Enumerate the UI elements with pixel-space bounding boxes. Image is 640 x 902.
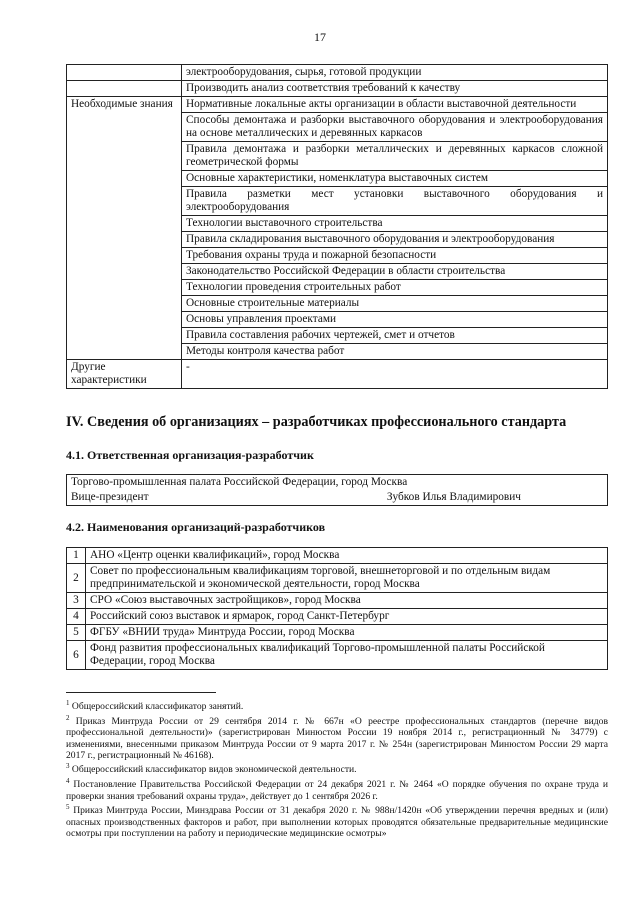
- developer-name: СРО «Союз выставочных застройщиков», город Москва: [86, 593, 608, 609]
- knowledge-item: Способы демонтажа и разборки выставочного оборудования и электрооборудования на основе металлических и деревянных каркасов: [182, 113, 608, 142]
- footnote-mark: 2: [66, 713, 70, 722]
- row-number: 5: [67, 625, 86, 641]
- knowledge-item: Технологии проведения строительных работ: [182, 280, 608, 296]
- knowledge-item: Правила складирования выставочного оборудования и электрооборудования: [182, 232, 608, 248]
- developers-heading: 4.2. Наименования организаций-разработчиков: [66, 520, 326, 534]
- page-number: 17: [314, 30, 326, 44]
- footnote-mark: 3: [66, 762, 70, 771]
- table-row: [67, 360, 608, 389]
- knowledge-item: Основные характеристики, номенклатура выставочных систем: [182, 171, 608, 187]
- knowledge-item: Технологии выставочного строительства: [182, 216, 608, 232]
- knowledge-item: Правила составления рабочих чертежей, смет и отчетов: [182, 328, 608, 344]
- responsible-org-name: Торгово-промышленная палата Российской Федерации, город Москва: [67, 475, 608, 491]
- empty-label-cell: [67, 65, 182, 81]
- footnote: [66, 802, 608, 839]
- table-row: [67, 65, 608, 81]
- row-number: 1: [67, 548, 86, 564]
- required-knowledge-label: Необходимые знания: [67, 97, 182, 360]
- responsible-signatory-cell: [67, 490, 608, 506]
- responsible-org-heading: 4.1. Ответственная организация-разработчик: [66, 448, 314, 462]
- footnote: [66, 776, 608, 802]
- footnote-text: Приказ Минтруда России от 29 сентября 2014 г. № 667н «О реестре профессиональных стандартов (перечне видов профессиональной деятельности)» (зарегистрирован Минюстом России 19 ноября 2014 г., регистрационный № 34779) с изменениями, внесенными приказом Минтруда России от 9 марта 2017 г. № 254н (зарегистрирован Минюстом России 29 марта 2017 г., регистрационный № 46168).: [66, 715, 608, 761]
- section-iv-heading: IV. Сведения об организациях – разработчиках профессионального стандарта: [66, 414, 567, 430]
- row-number: 3: [67, 593, 86, 609]
- table-row: [67, 609, 608, 625]
- table-row: [67, 564, 608, 593]
- table-row: [67, 548, 608, 564]
- developers-table: [66, 547, 608, 670]
- footnote-mark: 4: [66, 777, 70, 785]
- table-row: [67, 97, 608, 113]
- table-row: [67, 475, 608, 491]
- knowledge-item: Основные строительные материалы: [182, 296, 608, 312]
- developer-name: Совет по профессиональным квалификациям торговой, внешнеторговой и по отдельным видам предпринимательской и экономической деятельности, город Москва: [86, 564, 608, 593]
- developer-name: Российский союз выставок и ярмарок, город Санкт-Петербург: [86, 609, 608, 625]
- footnote-mark: 1: [66, 699, 70, 707]
- table-cell: электрооборудования, сырья, готовой продукции: [182, 65, 608, 81]
- knowledge-item: Методы контроля качества работ: [182, 344, 608, 360]
- table-row: [67, 593, 608, 609]
- footnote-text: Общероссийский классификатор занятий.: [69, 701, 244, 713]
- footnote-text: Общероссийский классификатор видов экономической деятельности.: [69, 764, 357, 776]
- footnote-divider: [66, 692, 216, 693]
- empty-label-cell: [67, 81, 182, 97]
- footnote: [66, 713, 608, 762]
- knowledge-item: Нормативные локальные акты организации в области выставочной деятельности: [182, 97, 608, 113]
- row-number: 4: [67, 609, 86, 625]
- table-row: [67, 641, 608, 670]
- footnote-mark: 5: [66, 803, 70, 811]
- footnotes: [66, 698, 608, 839]
- footnote: [66, 698, 608, 713]
- developer-name: АНО «Центр оценки квалификаций», город Москва: [86, 548, 608, 564]
- other-characteristics-value: -: [182, 360, 608, 389]
- knowledge-item: Требования охраны труда и пожарной безопасности: [182, 248, 608, 264]
- table-row: [67, 81, 608, 97]
- footnote-text: Приказ Минтруда России, Минздрава России от 31 декабря 2020 г. № 988н/1420н «Об утверждении перечня вредных и (или) опасных производственных факторов и работ, при выполнении которых проводятся обязательные предварительные медицинские осмотры при поступлении на работу и периодические медицинские осмотры»: [66, 805, 608, 839]
- table-cell: Производить анализ соответствия требований к качеству: [182, 81, 608, 97]
- knowledge-item: Правила разметки мест установки выставочного оборудования и электрооборудования: [182, 187, 608, 216]
- row-number: 2: [67, 564, 86, 593]
- signatory-row: [71, 491, 603, 504]
- other-characteristics-label: Другие характеристики: [67, 360, 182, 389]
- row-number: 6: [67, 641, 86, 670]
- footnote-text: Постановление Правительства Российской Федерации от 24 декабря 2021 г. № 2464 «О порядке обучения по охране труда и проверки знания требований охраны труда», действует до 1 сентября 2026 г.: [66, 779, 608, 802]
- developer-name: Фонд развития профессиональных квалификаций Торгово-промышленной палаты Российской Федерации, город Москва: [86, 641, 608, 670]
- signatory-position: Вице-президент: [71, 491, 149, 503]
- knowledge-item: Основы управления проектами: [182, 312, 608, 328]
- developer-name: ФГБУ «ВНИИ труда» Минтруда России, город Москва: [86, 625, 608, 641]
- knowledge-item: Правила демонтажа и разборки металлических и деревянных каркасов сложной геометрической формы: [182, 142, 608, 171]
- knowledge-table: [66, 64, 608, 389]
- knowledge-item: Законодательство Российской Федерации в области строительства: [182, 264, 608, 280]
- table-row: [67, 625, 608, 641]
- responsible-org-table: [66, 474, 608, 506]
- footnote: [66, 761, 608, 776]
- table-row: [67, 490, 608, 506]
- signatory-name: Зубков Илья Владимирович: [386, 491, 521, 503]
